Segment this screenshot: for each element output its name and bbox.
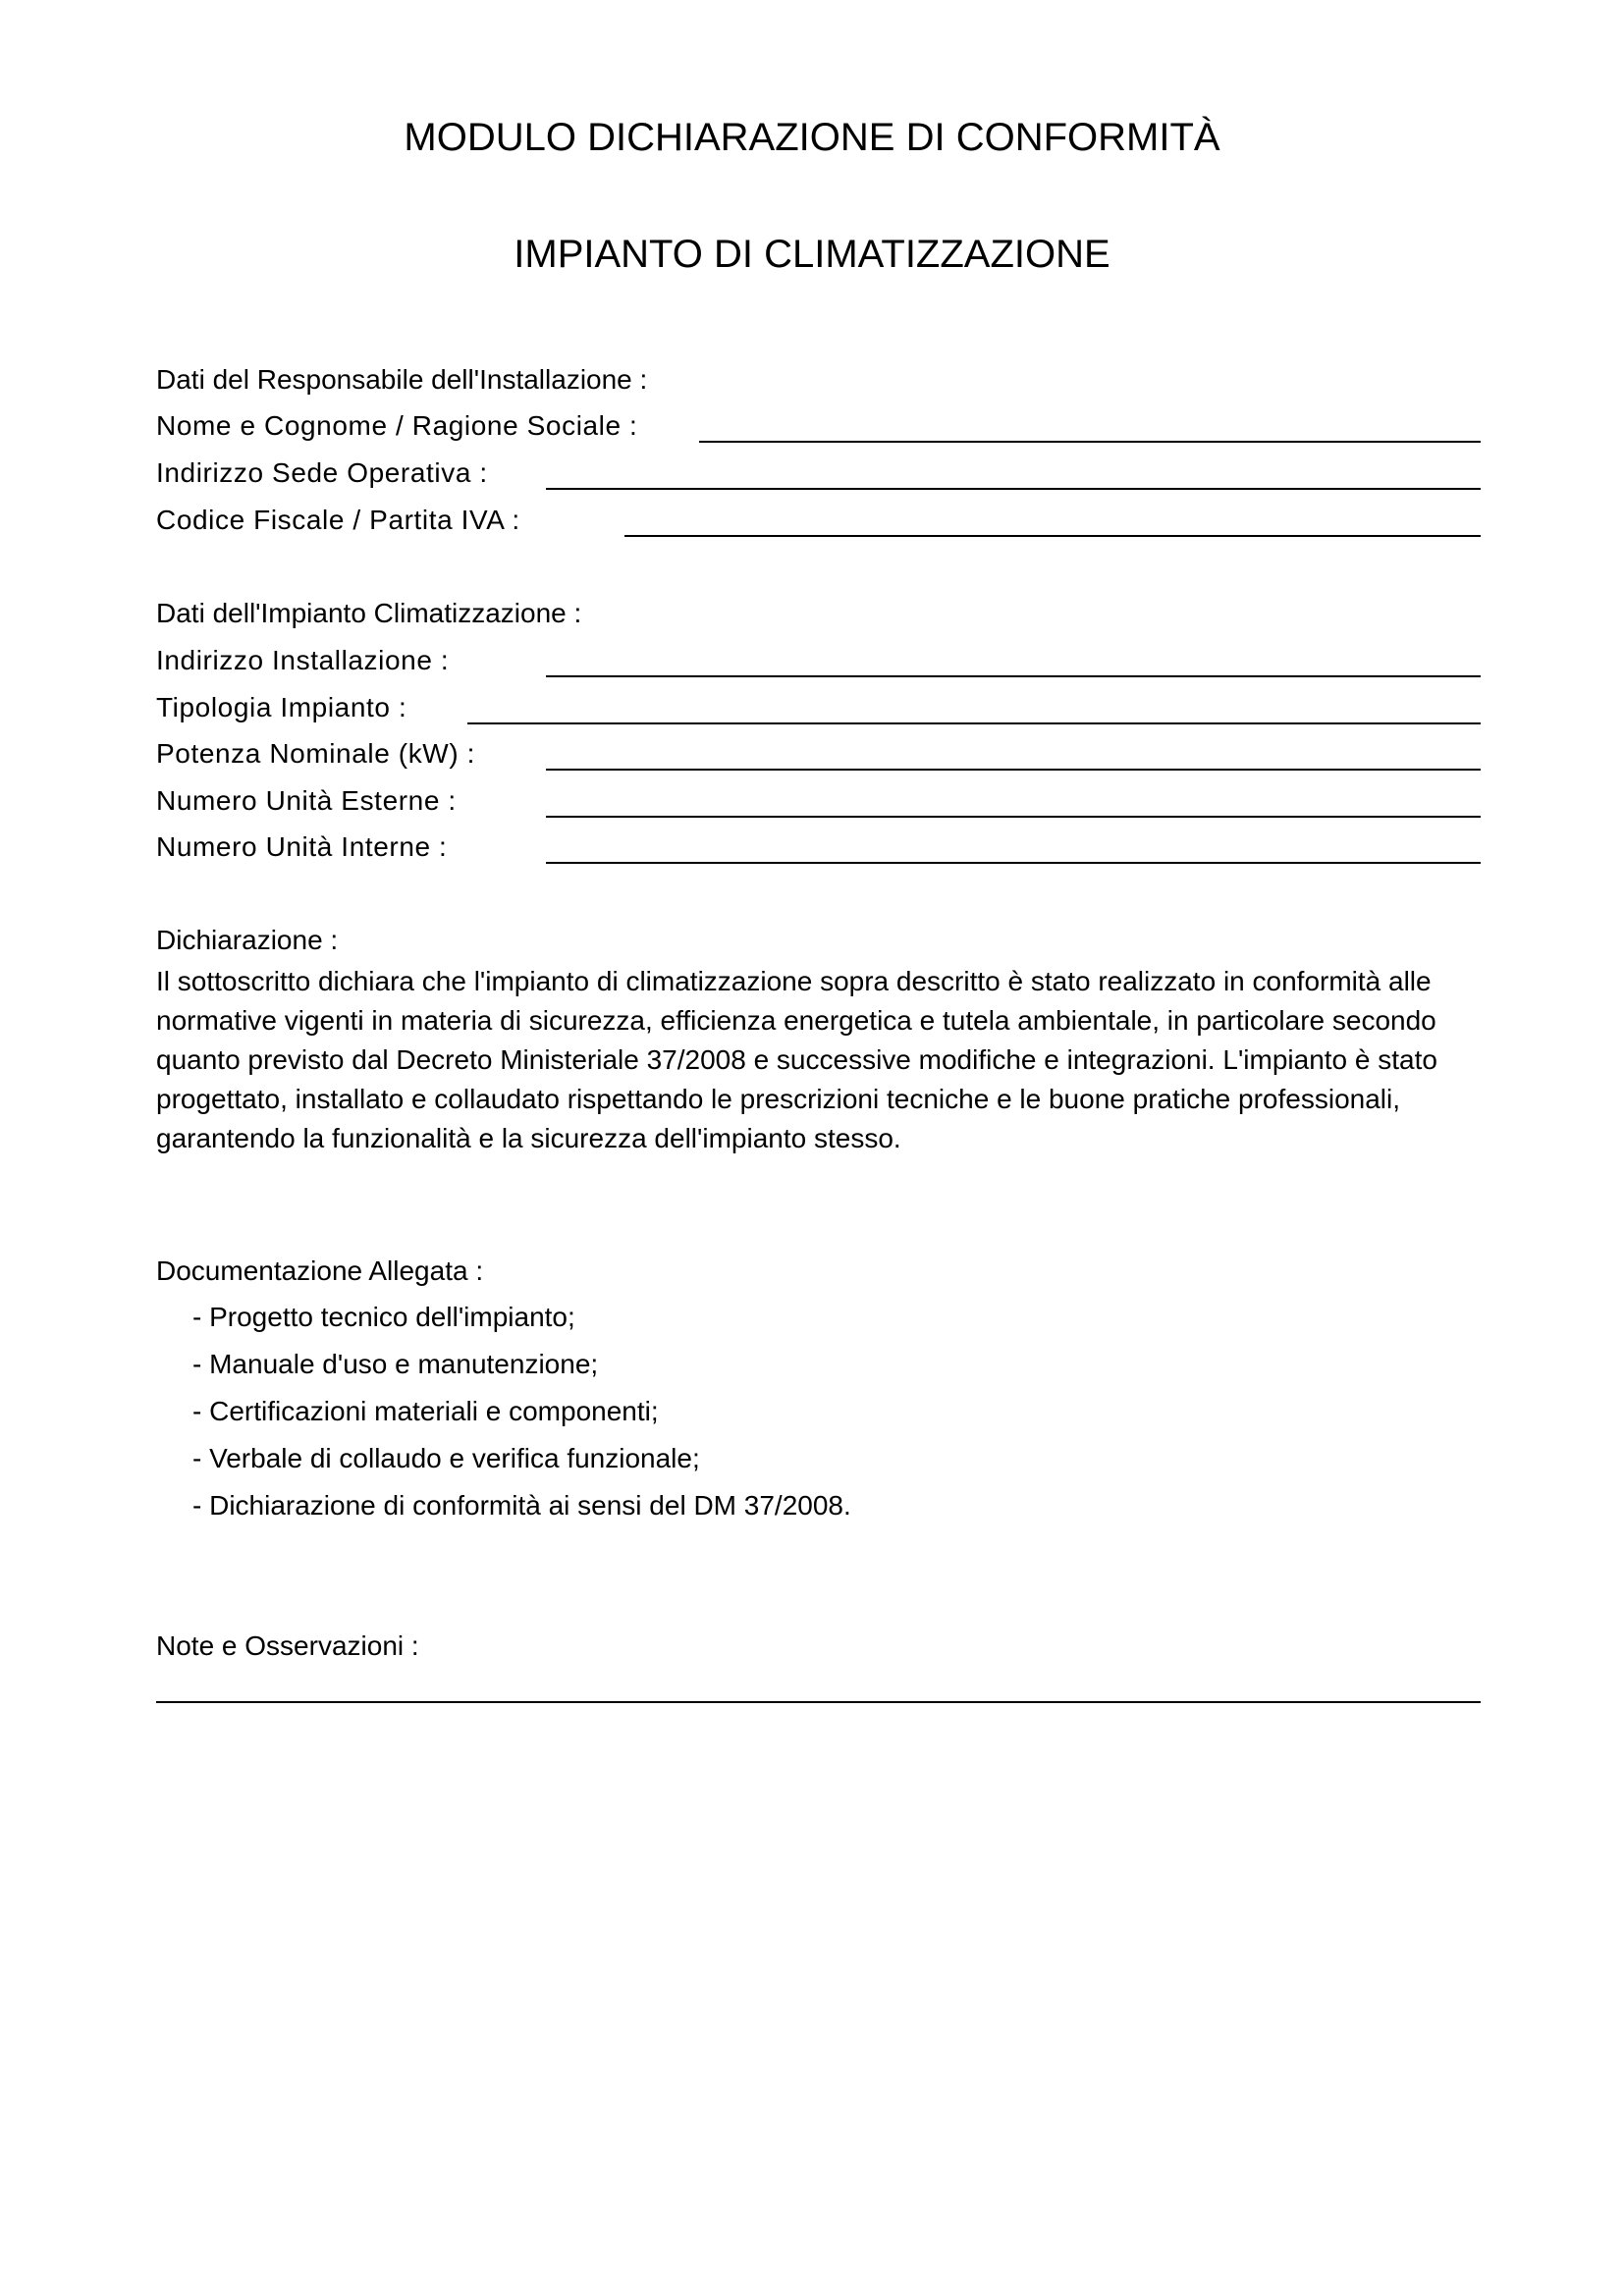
system-power-field-line[interactable] <box>546 769 1481 771</box>
system-outdoor-units-label: Numero Unità Esterne : <box>156 785 457 816</box>
installer-address-label: Indirizzo Sede Operativa : <box>156 457 488 488</box>
system-indoor-units-label: Numero Unità Interne : <box>156 831 448 862</box>
attachment-item: - Progetto tecnico dell'impianto; <box>192 1302 575 1332</box>
system-indoor-units-field-line[interactable] <box>546 862 1481 864</box>
system-address-field-line[interactable] <box>546 675 1481 677</box>
installer-address-field-line[interactable] <box>546 488 1481 490</box>
system-power-label: Potenza Nominale (kW) : <box>156 738 476 769</box>
system-outdoor-units-field-line[interactable] <box>546 816 1481 818</box>
declaration-text <box>156 962 1482 1158</box>
attachment-item: - Verbale di collaudo e verifica funzionale; <box>192 1443 700 1473</box>
system-address-label: Indirizzo Installazione : <box>156 645 450 675</box>
installer-tax-id-field-line[interactable] <box>624 535 1481 537</box>
document-title: MODULO DICHIARAZIONE DI CONFORMITÀ <box>404 116 1220 159</box>
attachments-list <box>192 1301 851 1536</box>
declaration-line: Il sottoscritto dichiara che l'impianto di climatizzazione sopra descritto è stato realizzato in conformità alle <box>156 966 1432 996</box>
attachments-heading: Documentazione Allegata : <box>156 1255 484 1286</box>
declaration-line: normative vigenti in materia di sicurezza, efficienza energetica e tutela ambientale, in particolare secondo <box>156 1005 1436 1036</box>
attachment-item: - Manuale d'uso e manutenzione; <box>192 1349 599 1379</box>
declaration-line: progettato, installato e collaudato rispettando le prescrizioni tecniche e le buone pratiche professionali, <box>156 1084 1400 1114</box>
installer-section-heading: Dati del Responsabile dell'Installazione : <box>156 364 648 395</box>
system-type-field-line[interactable] <box>467 722 1481 724</box>
installer-name-field-line[interactable] <box>699 441 1481 443</box>
declaration-line: quanto previsto dal Decreto Ministeriale 37/2008 e successive modifiche e integrazioni. L'impianto è stato <box>156 1044 1437 1075</box>
installer-tax-id-label: Codice Fiscale / Partita IVA : <box>156 505 520 535</box>
notes-field-line[interactable] <box>156 1701 1481 1703</box>
declaration-line: garantendo la funzionalità e la sicurezza dell'impianto stesso. <box>156 1123 901 1153</box>
document-subtitle: IMPIANTO DI CLIMATIZZAZIONE <box>514 233 1110 276</box>
declaration-heading: Dichiarazione : <box>156 925 339 955</box>
attachment-item: - Dichiarazione di conformità ai sensi del DM 37/2008. <box>192 1490 851 1521</box>
notes-heading: Note e Osservazioni : <box>156 1630 419 1661</box>
system-section-heading: Dati dell'Impianto Climatizzazione : <box>156 598 582 628</box>
installer-name-label: Nome e Cognome / Ragione Sociale : <box>156 410 638 441</box>
attachment-item: - Certificazioni materiali e componenti; <box>192 1396 659 1426</box>
system-type-label: Tipologia Impianto : <box>156 692 407 722</box>
